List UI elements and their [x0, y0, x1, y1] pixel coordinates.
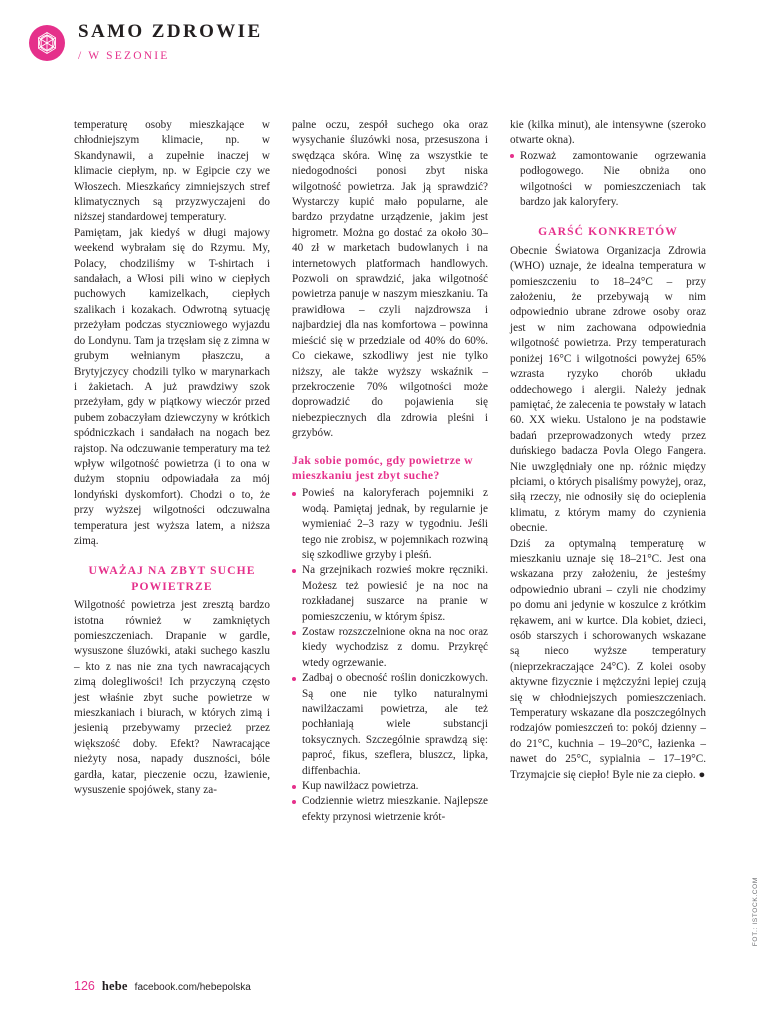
list-item: [292, 671, 488, 779]
tips-list-continued: [510, 149, 706, 211]
bullet-dot-icon: [292, 785, 296, 789]
section-heading: GARŚĆ KONKRETÓW: [538, 225, 678, 239]
page-title: SAMO ZDROWIE: [78, 21, 263, 42]
paragraph: Wilgotność powietrza jest zresztą bardzo istotna również w zamkniętych pomieszczeniach. Drapanie w gardle, wysuszone śluzówki, ataki suchego kaszlu – kto z nas nie zna tych nawracających zimą dolegliwości! Ich przyczyną często jest właśnie zbyt suche powietrze w mieszkaniach i biurach, w których zimą i jesienią przebywamy przecież przez większość doby. Efekt? Nawracające nieżyty nosa, napady duszności, bóle gardła, katar, pieczenie oczu, łzawienie, wysuszenie spojówek, stany za-: [74, 599, 270, 797]
paragraph: palne oczu, zespół suchego oka oraz wysychanie śluzówki nosa, przesuszona i swędząca skóra. Winę za wszystkie te niedogodności ponosi zbyt niska wilgotność powietrza. Jak ją sprawdzić? Wystarczy kupić mało popularne, ale bardzo przydatne urządzenie, jakim jest higrometr. Można go dostać za około 30–40 zł w marketach budowlanych i na internetowych platformach handlowych. Pozwoli on sprawdzić, jaka wilgotność powietrza panuje w naszym mieszkaniu. Ta prawidłowa – czyli najzdrowsza i najbardziej dla nas komfortowa – powinna mieścić się w przedziale od 40% do 60%. Co ciekawe, szkodliwy jest nie tylko niższy, ale także wyższy wskaźnik – przekroczenie 70% wilgotności może doprowadzić do pojawienia się niebezpiecznych dla zdrowia pleśni i grzybów.: [292, 119, 488, 440]
list-item: [292, 486, 488, 563]
page-header: [28, 22, 548, 62]
page-footer: [74, 979, 251, 994]
list-item-text: Powieś na kaloryferach pojemniki z wodą. Pamiętaj jednak, by regularnie je wymieniać 2–3 razy w tygodniu. Jeśli tego nie zrobisz, w pojemnikach rozwiną się szkodliwe grzyby i pleśń.: [302, 487, 488, 561]
bullet-dot-icon: [292, 569, 296, 573]
bullet-dot-icon: [292, 800, 296, 804]
paragraph: Pamiętam, jak kiedyś w długi majowy weekend wybrałam się do Rzymu. My, Polacy, chodziliśmy w T-shirtach i sandałach, a Włosi pili wino w ciepłych puchowych kamizelkach, ciepłych szalikach i kozakach. Odwrotną sytuację przeżyłam podczas styczniowego wyjazdu do Londynu. Tam ja trzęsłam się z zimna w grubym wełnianym płaszczu, a Brytyjczycy chodzili tylko w marynarkach i żakietach. A już prawdziwy szok przeżyłam, gdy w piątkowy wieczór przed pubem zobaczyłam dziewczyny w krótkich spódniczkach i sandałach na nogach bez rajstop. Na odczuwanie temperatury ma też wpływ wilgotność powietrza (i to ona w dużym stopniu odpowiadała za mój londyński dyskomfort). Chodzi o to, że przy wyższej wilgotności odczuwalna temperatura jest wyższa latem, a niższa zimą.: [74, 226, 270, 547]
list-item: [292, 779, 488, 794]
footer-url[interactable]: facebook.com/hebepolska: [134, 982, 251, 993]
paragraph: Dziś za optymalną temperaturę w mieszkaniu uznaje się 18–21°C. Jest ona wskazana przy założeniu, że jesteśmy odpowiednio ubrani – czyli nie chodzimy po domu ani jedynie w koszulce z krótkim rękawem, ani w kurtce. Dla kobiet, dzieci, osób starszych i schorowanych wskazane są nieco wyższe temperatury (nieprzekraczające 24°C). Z kolei osoby aktywne fizycznie i mężczyźni lepiej czują się w chłodniejszych pomieszczeniach. Temperatury wskazane dla poszczególnych rodzajów pomieszczeń to: pokój dzienny – do 21°C, kuchnia – 19–20°C, łazienka – nawet do 25°C, sypialnia – 17–19°C. Trzymajcie się ciepło! Byle nie za ciepło. ●: [510, 537, 706, 781]
footer-brand: hebe: [101, 979, 128, 993]
tips-list: [292, 486, 488, 825]
bullet-dot-icon: [292, 631, 296, 635]
article-column-3: [510, 118, 706, 825]
flower-mandala-icon: [28, 24, 66, 62]
list-item-text: Kup nawilżacz powietrza.: [302, 780, 419, 793]
list-item-text: Na grzejnikach rozwieś mokre ręczniki. Możesz też powiesić je na noc na rozkładanej suszarce na pranie w pomieszczeniu, w którym śpisz.: [302, 564, 488, 623]
page-number: 126: [74, 979, 95, 993]
paragraph: temperaturę osoby mieszkające w chłodniejszym klimacie, np. w Skandynawii, a zupełnie inaczej w klimacie ciepłym, np. w Egipcie czy we Włoszech. Mieszkańcy zimniejszych stref klimatycznych są przyzwyczajeni do niższej standardowej temperatury.: [74, 119, 270, 224]
bullet-dot-icon: [292, 677, 296, 681]
list-item-text: Zostaw rozszczelnione okna na noc oraz kiedy wychodzisz z domu. Przykręć wtedy ogrzewanie.: [302, 626, 488, 669]
list-item-text: Zadbaj o obecność roślin doniczkowych. Są one nie tylko naturalnymi nawilżaczami powietrza, ale też pochłaniają wiele substancji toksycznych. Szczególnie sprawdzą się: paproć, fikus, szeflera, bluszcz, lipka, diffenbachia.: [302, 672, 488, 777]
list-item: [292, 563, 488, 625]
section-heading: Jak sobie pomóc, gdy powietrze w mieszkaniu jest zbyt suche?: [292, 453, 473, 482]
article-column-1: [74, 118, 270, 825]
paragraph: kie (kilka minut), ale intensywne (szeroko otwarte okna).: [510, 119, 706, 147]
list-item: [510, 149, 706, 211]
article-column-2: [292, 118, 488, 825]
paragraph: Obecnie Światowa Organizacja Zdrowia (WHO) uznaje, że idealna temperatura w pomieszczeniu to 18–24°C – przy założeniu, że przebywają w nim odpowiednio ubrane zdrowe osoby oraz jest w nim zachowana odpowiednia wilgotność powietrza. Przy temperaturach poniżej 16°C i wilgotności powyżej 65% wzrasta ryzyko chorób układu oddechowego i alergii. Należy jednak pamiętać, że zalecenia te powstały w latach 60. XX wieku. Ustalono je na podstawie badań przeprowadzonych wtedy przez duńskiego badacza Povla Olego Fangera. Nie uwzględniały one np. różnic między płciami, o których pisaliśmy powyżej, oraz, siłą rzeczy, nie odnosiły się do ocieplenia klimatu, z którym mamy do czynienia obecnie.: [510, 244, 706, 535]
list-item: [292, 625, 488, 671]
list-item: [292, 794, 488, 825]
photo-credit: FOT.: ISTOCK.COM: [752, 876, 759, 946]
bullet-dot-icon: [510, 154, 514, 158]
article-body: [74, 118, 706, 825]
section-label: / W SEZONIE: [78, 49, 170, 62]
list-item-text: Rozważ zamontowanie ogrzewania podłogowego. Nie obniża ono wilgotności w pomieszczeniach tak bardzo jak kaloryfery.: [520, 149, 706, 209]
list-item-text: Codziennie wietrz mieszkanie. Najlepsze efekty przynosi wietrzenie krót-: [302, 795, 488, 823]
bullet-dot-icon: [292, 492, 296, 496]
section-heading: UWAŻAJ NA ZBYT SUCHE POWIETRZE: [88, 564, 256, 593]
